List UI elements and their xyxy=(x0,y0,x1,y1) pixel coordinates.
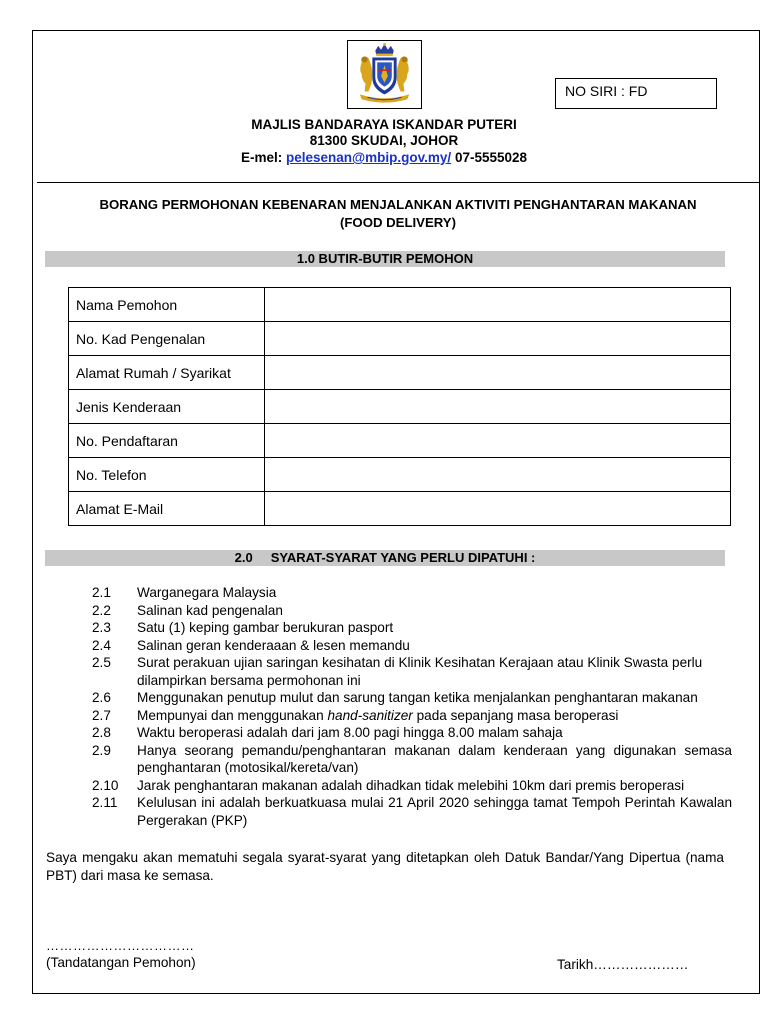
table-row xyxy=(69,390,731,424)
table-row xyxy=(69,322,731,356)
item-number: 2.8 xyxy=(92,725,111,740)
section1-heading: 1.0 BUTIR-BUTIR PEMOHON xyxy=(45,251,725,267)
list-item xyxy=(92,602,732,620)
serial-number-box: NO SIRI : FD xyxy=(555,78,717,109)
municipal-crest-logo xyxy=(347,40,422,109)
form-title xyxy=(60,196,736,232)
table-row xyxy=(69,492,731,526)
item-text: Surat perakuan ujian saringan kesihatan di Klinik Kesihatan Kerajaan atau Klinik Swasta perlu dilampirkan bersama permohonan ini xyxy=(137,655,703,688)
list-item xyxy=(92,584,732,602)
table-row xyxy=(69,356,731,390)
item-number: 2.2 xyxy=(92,602,111,618)
email-prefix: E-mel: xyxy=(240,150,283,165)
vehicle-type-field[interactable] xyxy=(265,390,731,424)
declaration-text: Saya mengaku akan mematuhi segala syarat-syarat yang ditetapkan oleh Datuk Bandar/Yang Dipertua (nama PBT) dari masa ke semasa. xyxy=(46,850,724,883)
address-field[interactable] xyxy=(265,356,731,390)
list-item xyxy=(92,707,732,725)
field-label: Nama Pemohon xyxy=(69,288,265,322)
item-number: 2.5 xyxy=(92,655,111,670)
list-item xyxy=(92,689,732,707)
signature-line[interactable]: …………………………… xyxy=(46,938,195,953)
item-text-after: pada sepanjang masa beroperasi xyxy=(412,707,619,723)
conditions-list xyxy=(92,584,732,829)
organization-address: 81300 SKUDAI, JOHOR xyxy=(309,133,459,148)
field-label: No. Kad Pengenalan xyxy=(69,322,265,356)
item-text-before: Mempunyai dan menggunakan xyxy=(137,707,328,723)
email-field[interactable] xyxy=(265,492,731,526)
phone-field[interactable] xyxy=(265,458,731,492)
item-text: Menggunakan penutup mulut dan sarung tangan ketika menjalankan penghantaran makanan xyxy=(137,690,698,705)
field-label: Jenis Kenderaan xyxy=(69,390,265,424)
table-row xyxy=(69,288,731,322)
list-item xyxy=(92,794,732,829)
list-item xyxy=(92,619,732,637)
list-item xyxy=(92,777,732,795)
header-divider xyxy=(37,182,759,183)
field-label: Alamat Rumah / Syarikat xyxy=(69,356,265,390)
table-row xyxy=(69,424,731,458)
phone-number: 07-5555028 xyxy=(454,150,528,165)
list-item xyxy=(92,654,732,689)
item-text: Kelulusan ini adalah berkuatkuasa mulai 21 April 2020 sehingga tamat Tempoh Perintah Kawalan Pergerakan (PKP) xyxy=(137,795,732,828)
item-number: 2.10 xyxy=(92,777,119,793)
form-title-line2: (FOOD DELIVERY) xyxy=(339,215,456,230)
item-number: 2.6 xyxy=(92,690,111,705)
item-text-italic: hand-sanitizer xyxy=(327,707,413,723)
contact-line xyxy=(0,150,768,166)
organization-name: MAJLIS BANDARAYA ISKANDAR PUTERI xyxy=(251,117,517,132)
list-item xyxy=(92,742,732,777)
signature-label: (Tandatangan Pemohon) xyxy=(46,955,196,970)
item-text: Salinan kad pengenalan xyxy=(137,602,283,618)
item-text: Hanya seorang pemandu/penghantaran makanan dalam kenderaan yang digunakan semasa penghantaran (motosikal/kereta/van) xyxy=(137,742,732,775)
field-label: No. Pendaftaran xyxy=(69,424,265,458)
item-number: 2.9 xyxy=(92,742,111,758)
form-title-line1: BORANG PERMOHONAN KEBENARAN MENJALANKAN AKTIVITI PENGHANTARAN MAKANAN xyxy=(99,197,697,212)
item-number: 2.4 xyxy=(92,637,111,653)
section2-heading xyxy=(45,550,725,566)
field-label: No. Telefon xyxy=(69,458,265,492)
table-row xyxy=(69,458,731,492)
field-label: Alamat E-Mail xyxy=(69,492,265,526)
item-number: 2.11 xyxy=(92,795,118,810)
list-item xyxy=(92,637,732,655)
item-text xyxy=(137,707,732,725)
ic-number-field[interactable] xyxy=(265,322,731,356)
section2-heading-text: 2.0 SYARAT-SYARAT YANG PERLU DIPATUHI : xyxy=(234,550,536,565)
item-number: 2.3 xyxy=(92,620,111,635)
item-text: Salinan geran kenderaaan & lesen memandu xyxy=(137,637,410,653)
item-text: Jarak penghantaran makanan adalah dihadkan tidak melebihi 10km dari premis beroperasi xyxy=(137,777,685,793)
item-number: 2.7 xyxy=(92,707,111,723)
registration-number-field[interactable] xyxy=(265,424,731,458)
item-text: Warganegara Malaysia xyxy=(137,585,277,600)
email-link[interactable]: pelesenan@mbip.gov.my/ xyxy=(285,150,452,165)
applicant-name-field[interactable] xyxy=(265,288,731,322)
applicant-details-table xyxy=(68,287,731,526)
item-text: Satu (1) keping gambar berukuran pasport xyxy=(137,620,394,635)
crest-icon xyxy=(348,41,421,108)
list-item xyxy=(92,724,732,742)
item-text: Waktu beroperasi adalah dari jam 8.00 pagi hingga 8.00 malam sahaja xyxy=(137,725,563,740)
item-number: 2.1 xyxy=(92,585,111,600)
date-field[interactable]: Tarikh………………… xyxy=(557,957,689,972)
